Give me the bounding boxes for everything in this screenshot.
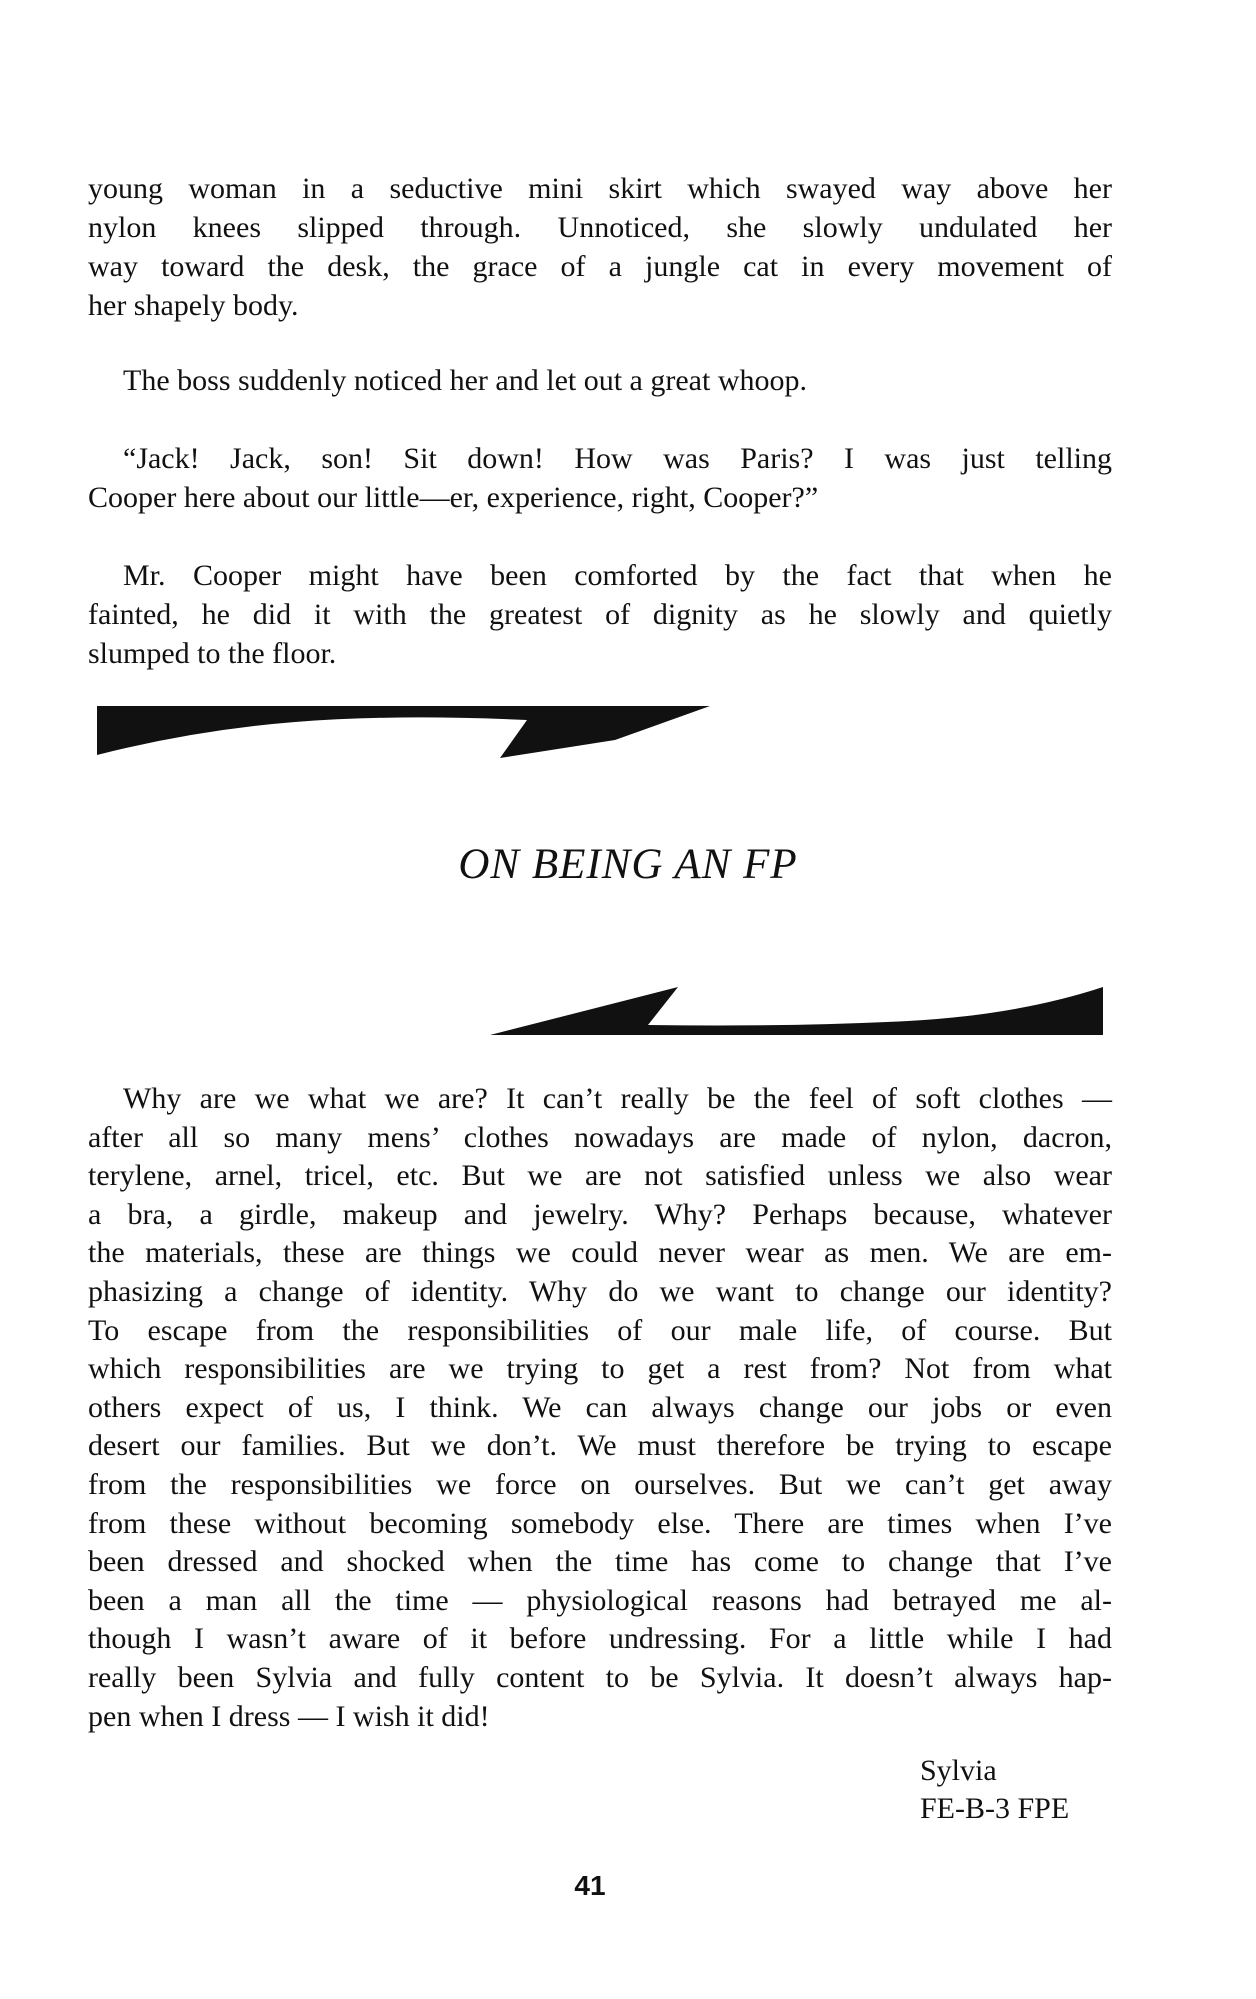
- signature-code: FE-B-3 FPE: [920, 1792, 1070, 1825]
- essay-line: terylene, arnel, tricel, etc. But we are not satisfied unless we also wear: [88, 1159, 1112, 1193]
- text-line: slumped to the floor.: [88, 637, 337, 670]
- page-number: 41: [574, 1870, 606, 1901]
- text-line: Cooper here about our little—er, experience, right, Cooper?”: [88, 481, 819, 514]
- essay-line: desert our families. But we don’t. We must therefore be trying to escape: [88, 1429, 1112, 1463]
- essay-line: phasizing a change of identity. Why do we want to change our identity?: [88, 1275, 1112, 1308]
- essay-line: others expect of us, I think. We can always change our jobs or even: [88, 1390, 1112, 1424]
- essay-line: from these without becoming somebody else. There are times when I’ve: [88, 1506, 1112, 1540]
- essay-line: been dressed and shocked when the time has come to change that I’ve: [88, 1545, 1112, 1579]
- text-line: young woman in a seductive mini skirt which swayed way above her: [88, 172, 1112, 205]
- essay-line: really been Sylvia and fully content to be Sylvia. It doesn’t always hap-: [88, 1661, 1112, 1694]
- section-title: ON BEING AN FP: [458, 841, 798, 888]
- essay-line: Why are we what we are? It can’t really be the feel of soft clothes —: [123, 1082, 1112, 1115]
- text-line: her shapely body.: [88, 289, 299, 322]
- essay-line: To escape from the responsibilities of our male life, of course. But: [88, 1313, 1112, 1347]
- essay-line: from the responsibilities we force on ourselves. But we can’t get away: [88, 1468, 1112, 1501]
- text-line: fainted, he did it with the greatest of dignity as he slowly and quietly: [88, 598, 1112, 631]
- text-line: “Jack! Jack, son! Sit down! How was Paris? I was just telling: [123, 442, 1112, 475]
- essay-line: which responsibilities are we trying to get a rest from? Not from what: [88, 1352, 1112, 1386]
- text-line: nylon knees slipped through. Unnoticed, she slowly undulated her: [88, 211, 1112, 244]
- text-line: The boss suddenly noticed her and let out a great whoop.: [123, 364, 807, 397]
- bottom-arrow-ornament: [488, 985, 1108, 1040]
- signature-name: Sylvia: [920, 1754, 997, 1787]
- essay-line: pen when I dress — I wish it did!: [88, 1699, 490, 1733]
- essay-line: the materials, these are things we could never wear as men. We are em-: [88, 1236, 1112, 1270]
- text-line: way toward the desk, the grace of a jungle cat in every movement of: [88, 250, 1112, 283]
- top-arrow-ornament: [95, 700, 715, 760]
- essay-line: after all so many mens’ clothes nowadays are made of nylon, dacron,: [88, 1120, 1112, 1154]
- essay-line: a bra, a girdle, makeup and jewelry. Why? Perhaps because, whatever: [88, 1197, 1112, 1231]
- essay-line: been a man all the time — physiological reasons had betrayed me al-: [88, 1583, 1112, 1617]
- text-line: Mr. Cooper might have been comforted by the fact that when he: [123, 559, 1112, 592]
- essay-line: though I wasn’t aware of it before undressing. For a little while I had: [88, 1622, 1112, 1656]
